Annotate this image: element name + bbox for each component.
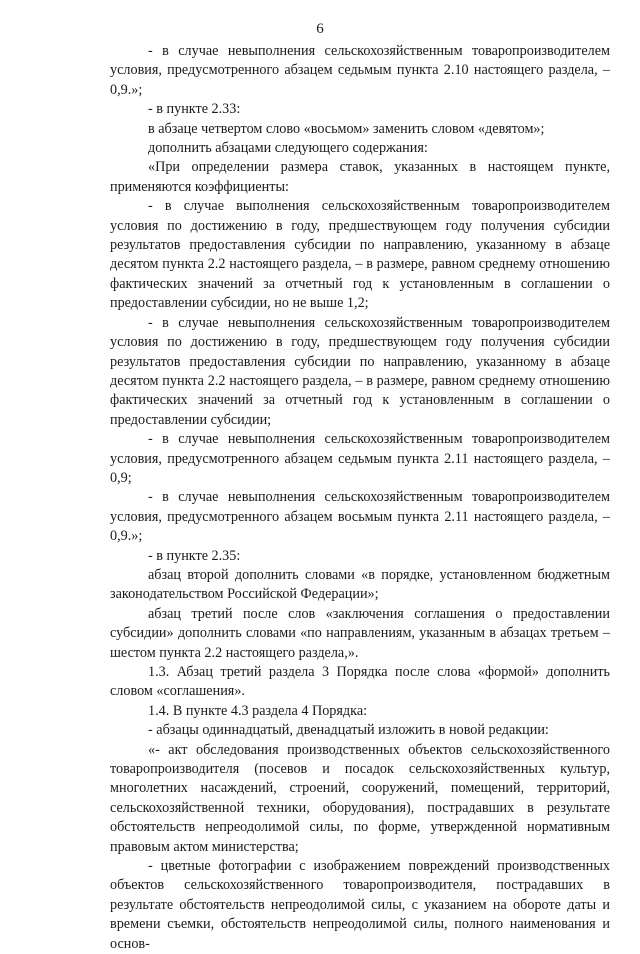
paragraph: «- акт обследования производственных объектов сельскохозяйственного товаропроизводителя (посевов и посадок сельскохозяйственных культур, многолетних насаждений, строений, сооружений, помещений, территорий, сельскохозяйственной техники, оборудования), пострадавших в результате обстоятельств непреодолимой силы, по форме, утвержденной нормативным правовым актом министерства; bbox=[110, 741, 610, 855]
paragraph: в абзаце четвертом слово «восьмом» заменить словом «девятом»; bbox=[148, 120, 545, 137]
paragraph: дополнить абзацами следующего содержания: bbox=[148, 140, 428, 157]
paragraph: 1.3. Абзац третий раздела 3 Порядка после слова «формой» дополнить словом «соглашения». bbox=[110, 664, 610, 700]
page-number: 6 bbox=[316, 21, 324, 37]
document-body bbox=[110, 42, 610, 954]
paragraph: - в пункте 2.33: bbox=[148, 101, 241, 118]
paragraph: абзац третий после слов «заключения соглашения о предоставлении субсидии» дополнить словами «по направлениям, указанным в абзацах третьем – шестом пункта 2.2 настоящего раздела,». bbox=[110, 605, 610, 661]
paragraph: - абзацы одиннадцатый, двенадцатый изложить в новой редакции: bbox=[148, 722, 549, 739]
paragraph: 1.4. В пункте 4.3 раздела 4 Порядка: bbox=[148, 702, 368, 719]
paragraph: - в случае невыполнения сельскохозяйственным товаропроизводителем условия, предусмотренного абзацем седьмым пункта 2.11 настоящего раздела, – 0,9; bbox=[110, 431, 610, 486]
paragraph: - в случае невыполнения сельскохозяйственным товаропроизводителем условия по достижению в году, предшествующем году получения субсидии результатов предоставления субсидии по направлению, указанному в абзаце десятом пункта 2.2 настоящего раздела, – в размере, равном среднему отношению фактических значений за отчетный год к установленным в соглашении о предоставлении субсидии; bbox=[110, 314, 610, 428]
paragraph: абзац второй дополнить словами «в порядке, установленном бюджетным законодательством Российской Федерации»; bbox=[110, 566, 610, 603]
paragraph: «При определении размера ставок, указанных в настоящем пункте, применяются коэффициенты: bbox=[110, 159, 610, 195]
paragraph: - цветные фотографии с изображением повреждений производственных объектов сельскохозяйственного товаропроизводителя, пострадавших в результате обстоятельств непреодолимой силы, с указанием на обороте даты и времени съемки, обстоятельств непреодолимой силы, полного наименования и основ- bbox=[110, 858, 610, 952]
paragraph: - в случае выполнения сельскохозяйственным товаропроизводителем условия по достижению в году, предшествующем году получения субсидии результатов предоставления субсидии по направлению, указанному в абзаце десятом пункта 2.2 настоящего раздела, – в размере, равном среднему отношению фактических значений за отчетный год к установленным в соглашении о предоставлении субсидии, но не выше 1,2; bbox=[110, 198, 610, 312]
paragraph: - в случае невыполнения сельскохозяйственным товаропроизводителем условия, предусмотренного абзацем восьмым пункта 2.11 настоящего раздела, – 0,9.»; bbox=[110, 489, 610, 545]
paragraph: - в пункте 2.35: bbox=[148, 547, 241, 564]
paragraph: - в случае невыполнения сельскохозяйственным товаропроизводителем условия, предусмотренного абзацем седьмым пункта 2.10 настоящего раздела, – 0,9.»; bbox=[110, 43, 610, 98]
